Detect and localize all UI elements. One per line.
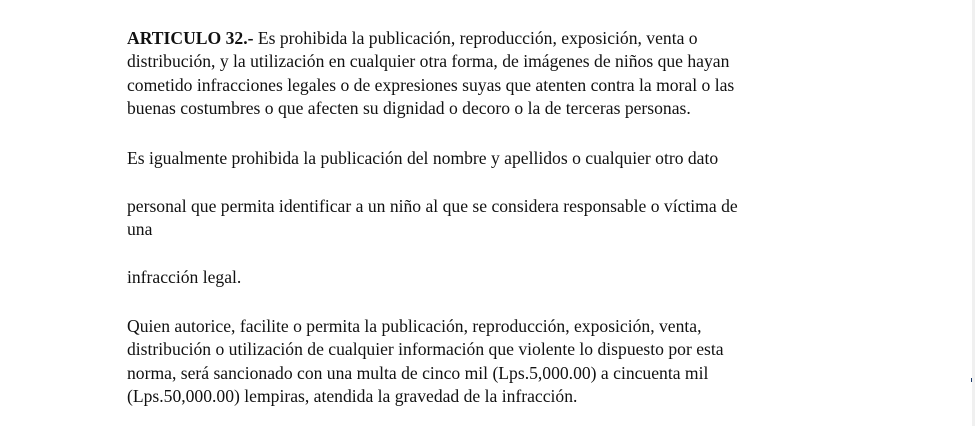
paragraph-1-line-2: distribución, y la utilización en cualquier otra forma, de imágenes de niños que hayan — [127, 51, 730, 72]
paragraph-2-text: Es igualmente prohibida la publicación del nombre y apellidos o cualquier otro dato — [127, 148, 719, 168]
paragraph-3-line-1: personal que permita identificar a un niño al que se considera responsable o víctima de — [127, 196, 738, 216]
paragraph-3-line-2: una — [127, 219, 153, 240]
article-32-paragraph-2 — [127, 147, 867, 170]
paragraph-1-line-1 — [127, 27, 867, 50]
paragraph-1-line-3: cometido infracciones legales o de expresiones suyas que atenten contra la moral o las — [127, 74, 735, 95]
article-32-paragraph-1 — [127, 27, 867, 121]
paragraph-5-line-3: norma, será sancionado con una multa de cinco mil (Lps.5,000.00) a cincuenta mil — [127, 362, 709, 383]
article-32-paragraph-4 — [127, 266, 867, 289]
article-32-paragraph-3 — [127, 195, 867, 242]
page-edge-mark — [971, 378, 972, 382]
paragraph-5-line-4: (Lps.50,000.00) lempiras, atendida la gravedad de la infracción. — [127, 386, 578, 407]
paragraph-5-line-2: distribución o utilización de cualquier información que violente lo dispuesto por esta — [127, 339, 724, 360]
article-32-paragraph-5 — [127, 315, 867, 409]
paragraph-1-line-4: buenas costumbres o que afecten su dignidad o decoro o la de terceras personas. — [127, 98, 691, 119]
paragraph-5-line-1: Quien autorice, facilite o permita la publicación, reproducción, exposición, venta, — [127, 316, 702, 336]
paragraph-4-text: infracción legal. — [127, 267, 242, 287]
paragraph-1-line-1-text: Es prohibida la publicación, reproducción, exposición, venta o — [253, 28, 698, 48]
article-heading: ARTICULO 32.- — [127, 28, 254, 48]
